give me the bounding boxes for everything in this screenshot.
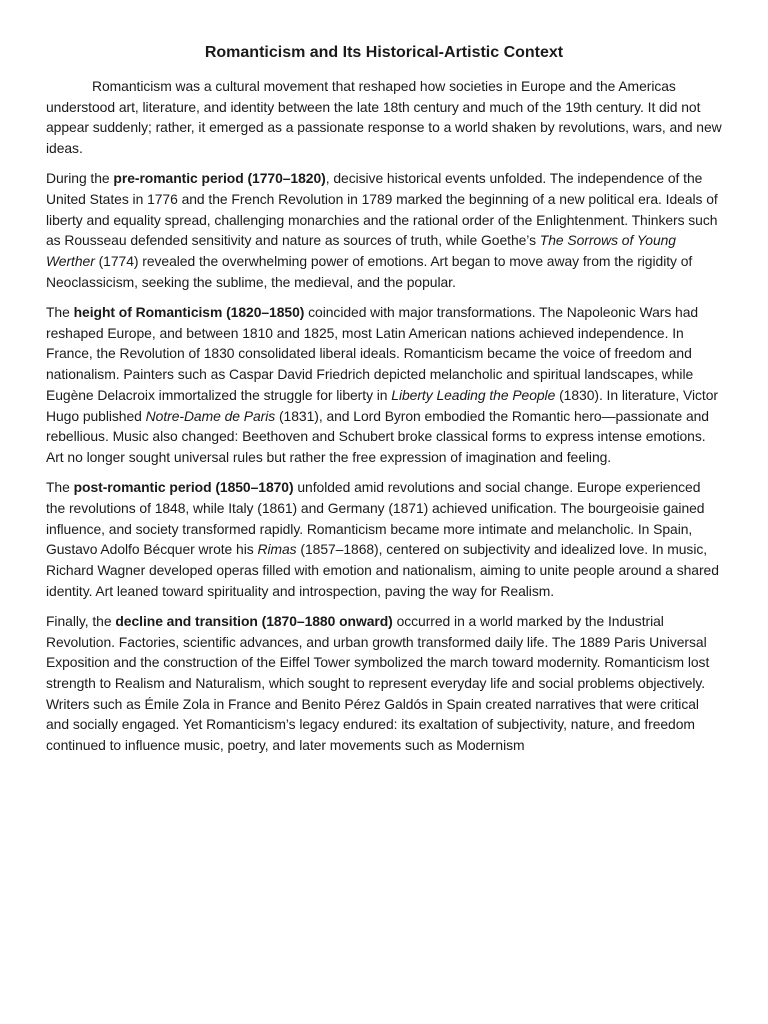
height-lead: The [46, 304, 74, 321]
rimas-title: Rimas [257, 541, 297, 558]
document-title: Romanticism and Its Historical-Artistic Context [204, 44, 564, 61]
werther-title: The Sorrows of Young Werther [46, 232, 676, 270]
height-heading: height of Romanticism (1820–1850) [73, 304, 305, 321]
liberty-title: Liberty Leading the People [391, 386, 556, 403]
intro-text: Romanticism was a cultural movement that reshaped how societies in Europe and the Americas understood art, literature, and identity between the late 18th century and much of the 19th century. It did not appear suddenly; rather, it emerged as a passionate response to a world shaken by revolutions, wars, and new ideas. [46, 78, 722, 157]
height-text-2: (1830). In literature, Victor Hugo published [46, 386, 718, 424]
decline-heading: decline and transition (1870–1880 onward) [115, 612, 393, 629]
height-paragraph [46, 302, 722, 468]
decline-paragraph [46, 611, 722, 756]
post-romantic-lead: The [46, 479, 74, 496]
decline-text-1: occurred in a world marked by the Industrial Revolution. Factories, scientific advances, and urban growth transformed daily life. The 1889 Paris Universal Exposition and the construction of the Eiffel Tower symbolized the march toward modernity. Romanticism lost strength to Realism and Naturalism, which sought to represent everyday life and social problems objectively. Writers such as Émile Zola in France and Benito Pérez Galdós in Spain created narratives that were critical and socially engaged. Yet Romanticism’s legacy endured: its exaltation of subjectivity, nature, and freedom continued to influence music, poetry, and later movements such as Modernism [46, 612, 710, 754]
pre-romantic-text-2: (1774) revealed the overwhelming power of emotions. Art began to move away from the rigidity of Neoclassicism, seeking the sublime, the medieval, and the popular. [46, 253, 693, 290]
pre-romantic-lead: During the [46, 170, 114, 187]
intro-paragraph [46, 76, 722, 159]
height-text-1: coincided with major transformations. The Napoleonic Wars had reshaped Europe, and between 1810 and 1825, most Latin American nations achieved independence. In France, the Revolution of 1830 consolidated liberal ideals. Romanticism became the voice of freedom and nationalism. Painters such as Caspar David Friedrich depicted melancholic and spiritual landscapes, while Eugène Delacroix immortalized the struggle for liberty in [46, 304, 699, 403]
pre-romantic-text-1: , decisive historical events unfolded. The independence of the United States in 1776 and the French Revolution in 1789 marked the beginning of a new political era. Ideals of liberty and equality spread, challenging monarchies and the rational order of the Enlightenment. Thinkers such as Rousseau defended sensitivity and nature as sources of truth, while Goethe’s [46, 170, 718, 249]
height-text-3: (1831), and Lord Byron embodied the Romantic hero—passionate and rebellious. Music also changed: Beethoven and Schubert broke classical forms to express intense emotions. Art no longer sought universal rules but rather the free expression of imagination and feeling. [46, 407, 709, 465]
document-page [46, 40, 722, 765]
notre-dame-title: Notre-Dame de Paris [145, 407, 276, 424]
post-romantic-text-1: unfolded amid revolutions and social change. Europe experienced the revolutions of 1848, while Italy (1861) and Germany (1871) achieved unification. The bourgeoisie gained influence, and society transformed rapidly. Romanticism became more intimate and melancholic. In Spain, Gustavo Adolfo Bécquer wrote his [46, 479, 705, 558]
post-romantic-heading: post-romantic period (1850–1870) [73, 479, 294, 496]
pre-romantic-paragraph [46, 168, 722, 292]
pre-romantic-heading: pre-romantic period (1770–1820) [113, 170, 326, 187]
post-romantic-paragraph [46, 477, 722, 601]
post-romantic-text-2: (1857–1868), centered on subjectivity and idealized love. In music, Richard Wagner developed operas filled with emotion and nationalism, aiming to unite people around a shared identity. Art leaned toward spirituality and introspection, paving the way for Realism. [46, 541, 719, 599]
decline-lead: Finally, the [46, 612, 116, 629]
